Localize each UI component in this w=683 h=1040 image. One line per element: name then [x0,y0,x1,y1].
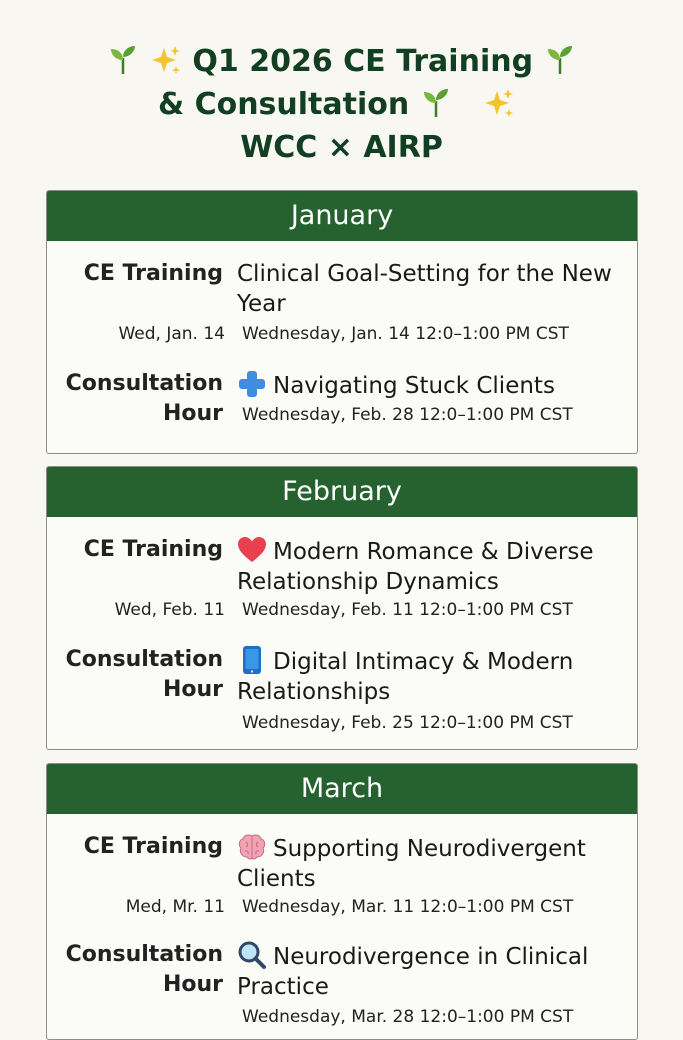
ce-training-row [47,241,637,351]
plus-cross-icon [237,369,267,399]
ce-training-title-wrap [237,832,627,894]
consultation-label [47,645,223,705]
ce-short-date: Wed, Feb. 11 [114,600,225,620]
ce-long-date: Wednesday, Jan. 14 12:0–1:00 PM CST [242,324,569,344]
ce-short-date: Wed, Jan. 14 [118,324,225,344]
ce-long-date: Wednesday, Feb. 11 12:0–1:00 PM CST [242,600,573,620]
heart-icon [237,535,267,565]
ce-training-label: CE Training [83,537,223,562]
consultation-title-wrap [237,645,627,707]
month-heading: January [47,191,637,241]
ce-training-title: Modern Romance & Diverse Relationship Dynamics [237,539,594,595]
seedling-icon [107,44,139,76]
ce-long-date: Wednesday, Mar. 11 12:0–1:00 PM CST [242,897,574,917]
consultation-title-wrap [237,940,627,1002]
consultation-row [47,627,637,747]
consultation-title: Digital Intimacy & Modern Relationships [237,649,574,705]
header-line-2 [0,83,683,126]
consultation-label-line-2: Hour [162,401,223,426]
header-line-1 [0,40,683,83]
sparkles-icon [483,87,515,119]
month-heading: February [47,467,637,517]
consultation-label-line-2: Hour [162,972,223,997]
ce-short-date: Med, Mr. 11 [125,897,225,917]
consultation-row [47,351,637,451]
page-header [0,40,683,169]
consultation-long-date: Wednesday, Feb. 28 12:0–1:00 PM CST [242,405,573,425]
mobile-phone-icon [237,645,267,675]
month-card-february [46,466,638,750]
seedling-icon [544,44,576,76]
ce-training-row [47,814,637,922]
month-heading: March [47,764,637,814]
consultation-row [47,922,637,1039]
consultation-long-date: Wednesday, Mar. 28 12:0–1:00 PM CST [242,1007,574,1027]
consultation-label-line-1: Consultation [65,371,223,396]
header-title-1: Q1 2026 CE Training [192,44,534,79]
brain-icon [237,832,267,862]
consultation-label [47,940,223,1000]
magnifying-glass-icon [237,940,267,970]
seedling-icon [420,87,452,119]
sparkles-icon [150,44,182,76]
month-card-march [46,763,638,1040]
ce-training-title: Clinical Goal-Setting for the New Year [237,261,612,317]
consultation-label-line-1: Consultation [65,647,223,672]
ce-training-row [47,517,637,627]
consultation-title-wrap [237,369,627,401]
consultation-long-date: Wednesday, Feb. 25 12:0–1:00 PM CST [242,713,573,733]
ce-training-title-wrap [237,535,627,597]
ce-training-title: Supporting Neurodivergent Clients [237,836,586,892]
ce-training-label: CE Training [83,261,223,286]
consultation-label-line-1: Consultation [65,942,223,967]
header-title-3: WCC × AIRP [240,130,443,165]
month-card-january [46,190,638,454]
ce-training-label: CE Training [83,834,223,859]
consultation-title: Navigating Stuck Clients [273,373,555,399]
consultation-title: Neurodivergence in Clinical Practice [237,944,589,1000]
consultation-label [47,369,223,429]
header-title-2: & Consultation [157,87,410,122]
consultation-label-line-2: Hour [162,677,223,702]
